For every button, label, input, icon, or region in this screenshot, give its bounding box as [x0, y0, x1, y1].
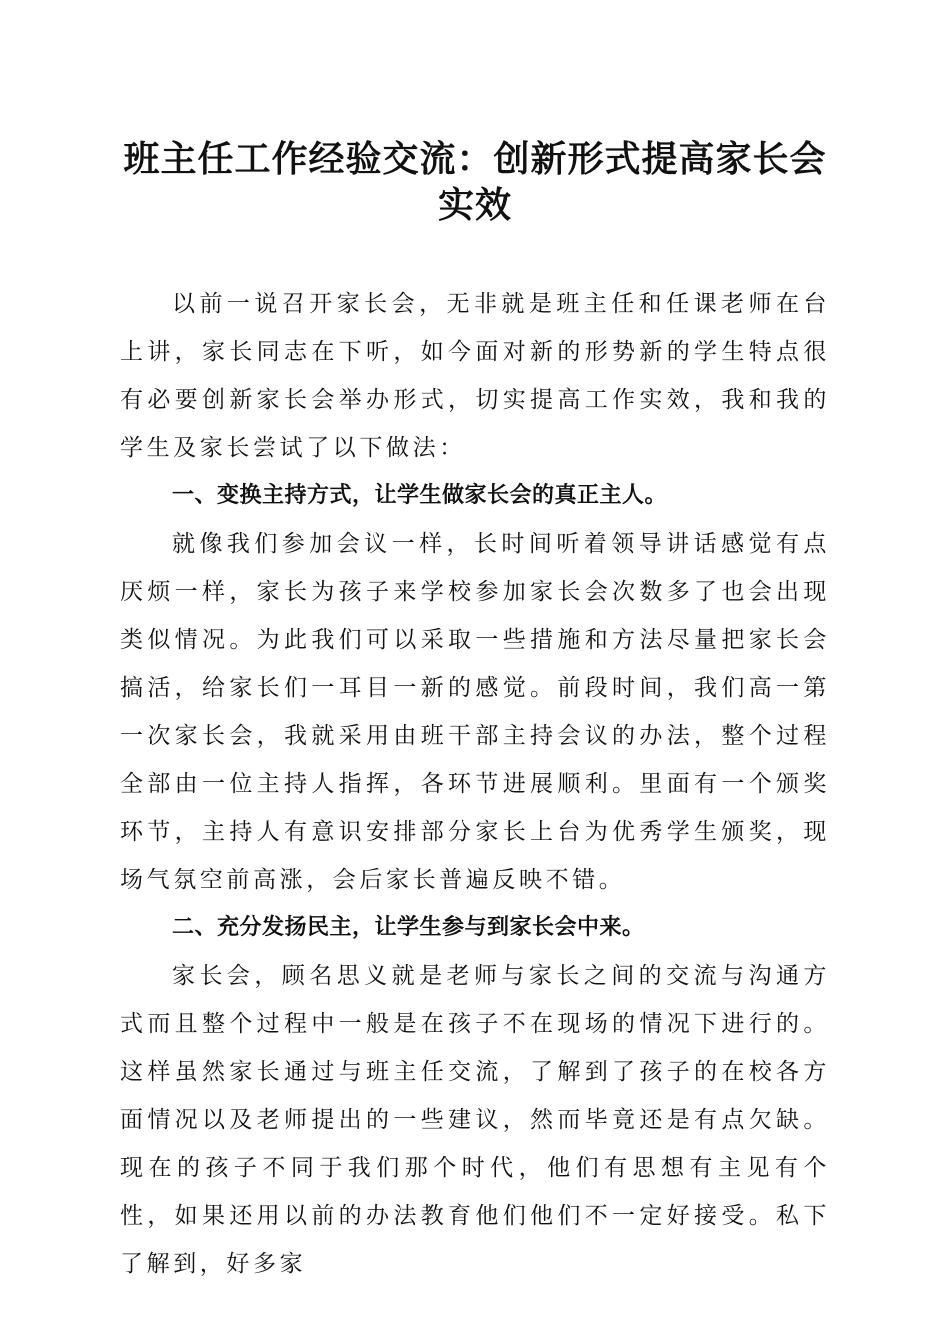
section-heading: 一、变换主持方式，让学生做家长会的真正主人。	[172, 483, 668, 508]
document-title: 班主任工作经验交流：创新形式提高家长会实效	[123, 138, 827, 226]
body-paragraph: 以前一说召开家长会，无非就是班主任和任课老师在台上讲，家长同志在下听，如今面对新的形势新的学生特点很有必要创新家长会举办形式，切实提高工作实效，我和我的学生及家长尝试了以下做法：	[120, 291, 830, 461]
section-heading: 二、充分发扬民主，让学生参与到家长会中来。	[172, 915, 645, 940]
body-paragraph: 家长会，顾名思义就是老师与家长之间的交流与沟通方式而且整个过程中一般是在孩子不在现场的情况下进行的。这样虽然家长通过与班主任交流，了解到了孩子的在校各方面情况以及老师提出的一些建议，然而毕竟还是有点欠缺。现在的孩子不同于我们那个时代，他们有思想有主见有个性，如果还用以前的办法教育他们他们不一定好接受。私下了解到，好多家	[120, 963, 830, 1277]
body-paragraph: 就像我们参加会议一样，长时间听着领导讲话感觉有点厌烦一样，家长为孩子来学校参加家长会次数多了也会出现类似情况。为此我们可以采取一些措施和方法尽量把家长会搞活，给家长们一耳目一新的感觉。前段时间，我们高一第一次家长会，我就采用由班干部主持会议的办法，整个过程全部由一位主持人指挥，各环节进展顺利。里面有一个颁奖环节，主持人有意识安排部分家长上台为优秀学生颁奖，现场气氛空前高涨，会后家长普遍反映不错。	[120, 531, 830, 893]
document-body	[120, 280, 830, 1288]
